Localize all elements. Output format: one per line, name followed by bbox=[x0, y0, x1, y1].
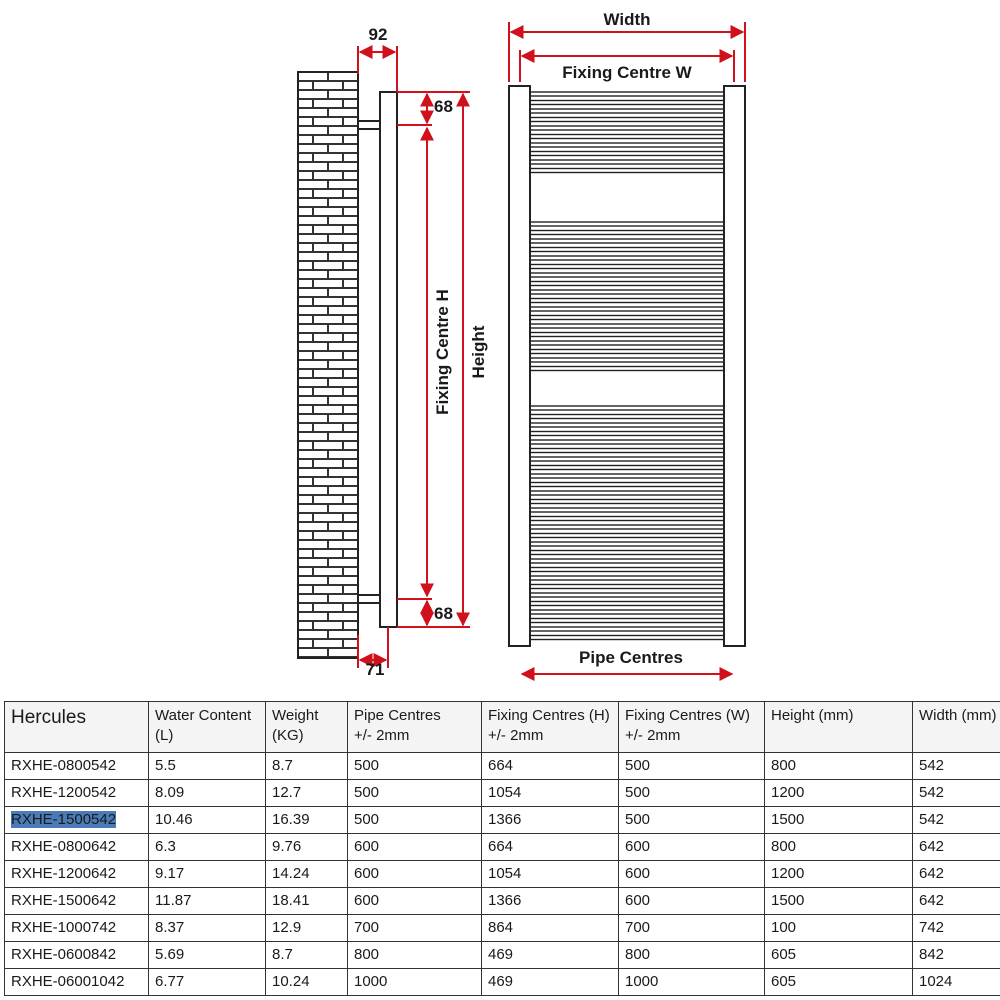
radiator-side-profile bbox=[380, 92, 397, 627]
table-cell: 700 bbox=[619, 915, 765, 942]
table-row bbox=[5, 807, 1000, 834]
table-cell: 500 bbox=[619, 780, 765, 807]
fixing-centre-w-label: Fixing Centre W bbox=[562, 63, 692, 82]
towel-rail bbox=[530, 101, 724, 105]
table-cell: 469 bbox=[482, 942, 619, 969]
towel-rail bbox=[530, 406, 724, 410]
model-cell bbox=[5, 915, 149, 942]
towel-rail bbox=[530, 92, 724, 96]
table-cell: 1500 bbox=[765, 807, 913, 834]
table-cell: 700 bbox=[348, 915, 482, 942]
table-cell: 600 bbox=[348, 888, 482, 915]
table-cell: 8.7 bbox=[266, 942, 348, 969]
towel-rail bbox=[530, 316, 724, 320]
towel-rail bbox=[530, 248, 724, 252]
towel-rail bbox=[530, 126, 724, 130]
towel-rails bbox=[530, 92, 724, 640]
towel-rail bbox=[530, 143, 724, 147]
column-header: Fixing Centres (W) +/- 2mm bbox=[619, 702, 765, 753]
table-cell: 1200 bbox=[765, 861, 913, 888]
towel-rail bbox=[530, 423, 724, 427]
model-cell bbox=[5, 861, 149, 888]
towel-rail bbox=[530, 367, 724, 371]
table-cell: 10.24 bbox=[266, 969, 348, 996]
table-cell: 8.09 bbox=[149, 780, 266, 807]
table-cell: 5.5 bbox=[149, 753, 266, 780]
towel-rail bbox=[530, 333, 724, 337]
left-upright bbox=[509, 86, 530, 646]
table-row bbox=[5, 942, 1000, 969]
table-cell: 1366 bbox=[482, 888, 619, 915]
table-cell: 14.24 bbox=[266, 861, 348, 888]
column-header: Height (mm) bbox=[765, 702, 913, 753]
table-cell: 1000 bbox=[619, 969, 765, 996]
table-cell: 864 bbox=[482, 915, 619, 942]
model-code: RXHE-1000742 bbox=[11, 919, 117, 936]
pipe-centres-label: Pipe Centres bbox=[579, 648, 683, 667]
table-cell: 600 bbox=[348, 834, 482, 861]
table-row bbox=[5, 834, 1000, 861]
towel-rail bbox=[530, 542, 724, 546]
table-cell: 1500 bbox=[765, 888, 913, 915]
towel-rail bbox=[530, 256, 724, 260]
side-dimensions bbox=[358, 46, 470, 668]
table-cell: 800 bbox=[765, 753, 913, 780]
table-cell: 12.7 bbox=[266, 780, 348, 807]
towel-rail bbox=[530, 483, 724, 487]
column-header: Weight (KG) bbox=[266, 702, 348, 753]
fixing-centre-h-label: Fixing Centre H bbox=[433, 289, 452, 415]
towel-rail bbox=[530, 109, 724, 113]
towel-rail bbox=[530, 273, 724, 277]
table-cell: 8.37 bbox=[149, 915, 266, 942]
table-row bbox=[5, 915, 1000, 942]
towel-rail bbox=[530, 118, 724, 122]
towel-rail bbox=[530, 290, 724, 294]
towel-rail bbox=[530, 341, 724, 345]
towel-rail bbox=[530, 169, 724, 173]
model-cell bbox=[5, 780, 149, 807]
table-cell: 642 bbox=[913, 888, 1000, 915]
table-cell: 600 bbox=[619, 861, 765, 888]
towel-rail bbox=[530, 602, 724, 606]
towel-rail bbox=[530, 568, 724, 572]
table-cell: 600 bbox=[619, 834, 765, 861]
model-code: RXHE-0800642 bbox=[11, 838, 117, 855]
height-label: Height bbox=[469, 325, 488, 379]
towel-rail bbox=[530, 358, 724, 362]
towel-rail bbox=[530, 222, 724, 226]
width-label: Width bbox=[603, 10, 651, 29]
towel-rail bbox=[530, 474, 724, 478]
bottom-bracket bbox=[358, 595, 380, 603]
table-cell: 605 bbox=[765, 942, 913, 969]
towel-rail bbox=[530, 152, 724, 156]
towel-rail bbox=[530, 432, 724, 436]
towel-rail bbox=[530, 135, 724, 139]
table-cell: 18.41 bbox=[266, 888, 348, 915]
table-cell: 9.17 bbox=[149, 861, 266, 888]
towel-rail bbox=[530, 593, 724, 597]
table-cell: 542 bbox=[913, 780, 1000, 807]
model-code: RXHE-1200542 bbox=[11, 784, 117, 801]
table-cell: 542 bbox=[913, 807, 1000, 834]
model-code: RXHE-1500642 bbox=[11, 892, 117, 909]
table-cell: 1366 bbox=[482, 807, 619, 834]
model-cell bbox=[5, 969, 149, 996]
table-cell: 742 bbox=[913, 915, 1000, 942]
table-row bbox=[5, 780, 1000, 807]
table-cell: 5.69 bbox=[149, 942, 266, 969]
table-cell: 842 bbox=[913, 942, 1000, 969]
brick-wall bbox=[298, 72, 358, 658]
towel-rail bbox=[530, 265, 724, 269]
table-cell: 1000 bbox=[348, 969, 482, 996]
radiator-front-view bbox=[509, 86, 745, 646]
model-code: RXHE-0600842 bbox=[11, 946, 117, 963]
towel-rail bbox=[530, 627, 724, 631]
towel-rail bbox=[530, 457, 724, 461]
table-cell: 469 bbox=[482, 969, 619, 996]
table-cell: 800 bbox=[348, 942, 482, 969]
table-body bbox=[5, 753, 1000, 996]
top-offset-label: 68 bbox=[434, 97, 453, 116]
right-upright bbox=[724, 86, 745, 646]
towel-rail bbox=[530, 534, 724, 538]
table-cell: 11.87 bbox=[149, 888, 266, 915]
table-cell: 542 bbox=[913, 753, 1000, 780]
model-code: RXHE-06001042 bbox=[11, 973, 125, 990]
table-cell: 500 bbox=[619, 807, 765, 834]
radiator-side-view bbox=[358, 92, 397, 627]
towel-rail bbox=[530, 585, 724, 589]
table-cell: 664 bbox=[482, 834, 619, 861]
table-cell: 800 bbox=[765, 834, 913, 861]
model-cell bbox=[5, 834, 149, 861]
towel-rail bbox=[530, 350, 724, 354]
towel-rail bbox=[530, 551, 724, 555]
pipe-offset-label: 71 bbox=[365, 660, 385, 679]
table-cell: 6.3 bbox=[149, 834, 266, 861]
model-cell bbox=[5, 888, 149, 915]
towel-rail bbox=[530, 415, 724, 419]
table-cell: 664 bbox=[482, 753, 619, 780]
table-cell: 600 bbox=[619, 888, 765, 915]
towel-rail bbox=[530, 299, 724, 303]
table-cell: 642 bbox=[913, 834, 1000, 861]
towel-rail bbox=[530, 449, 724, 453]
towel-rail bbox=[530, 307, 724, 311]
table-cell: 1054 bbox=[482, 861, 619, 888]
towel-rail bbox=[530, 231, 724, 235]
table-cell: 500 bbox=[348, 753, 482, 780]
model-cell bbox=[5, 942, 149, 969]
table-header-row bbox=[5, 702, 1000, 753]
table-cell: 100 bbox=[765, 915, 913, 942]
table-row bbox=[5, 861, 1000, 888]
table-cell: 12.9 bbox=[266, 915, 348, 942]
table-cell: 10.46 bbox=[149, 807, 266, 834]
table-cell: 642 bbox=[913, 861, 1000, 888]
model-code: RXHE-1200642 bbox=[11, 865, 117, 882]
towel-rail bbox=[530, 576, 724, 580]
towel-rail bbox=[530, 160, 724, 164]
towel-rail bbox=[530, 610, 724, 614]
column-header: Width (mm) bbox=[913, 702, 1000, 753]
table-cell: 500 bbox=[619, 753, 765, 780]
towel-rail bbox=[530, 466, 724, 470]
table-cell: 500 bbox=[348, 807, 482, 834]
top-bracket bbox=[358, 121, 380, 129]
table-cell: 8.7 bbox=[266, 753, 348, 780]
column-header: Water Content (L) bbox=[149, 702, 266, 753]
towel-rail bbox=[530, 500, 724, 504]
table-cell: 1024 bbox=[913, 969, 1000, 996]
table-row bbox=[5, 888, 1000, 915]
table-cell: 16.39 bbox=[266, 807, 348, 834]
table-cell: 605 bbox=[765, 969, 913, 996]
specification-table bbox=[4, 701, 1000, 996]
towel-rail bbox=[530, 636, 724, 640]
wall-offset-label: 92 bbox=[368, 25, 388, 44]
towel-rail bbox=[530, 525, 724, 529]
towel-rail bbox=[530, 440, 724, 444]
towel-rail bbox=[530, 282, 724, 286]
model-code: RXHE-1500542 bbox=[11, 811, 117, 828]
table-cell: 500 bbox=[348, 780, 482, 807]
bottom-offset-label: 68 bbox=[434, 604, 453, 623]
table-cell: 1200 bbox=[765, 780, 913, 807]
brand-header: Hercules bbox=[5, 702, 149, 753]
towel-rail bbox=[530, 491, 724, 495]
towel-rail bbox=[530, 559, 724, 563]
table-cell: 1054 bbox=[482, 780, 619, 807]
towel-rail bbox=[530, 508, 724, 512]
towel-rail bbox=[530, 324, 724, 328]
model-cell bbox=[5, 753, 149, 780]
table-row bbox=[5, 753, 1000, 780]
table-cell: 600 bbox=[348, 861, 482, 888]
column-header: Pipe Centres +/- 2mm bbox=[348, 702, 482, 753]
towel-rail bbox=[530, 239, 724, 243]
table-cell: 800 bbox=[619, 942, 765, 969]
model-code: RXHE-0800542 bbox=[11, 757, 117, 774]
table-cell: 6.77 bbox=[149, 969, 266, 996]
towel-rail bbox=[530, 517, 724, 521]
column-header: Fixing Centres (H) +/- 2mm bbox=[482, 702, 619, 753]
table-row bbox=[5, 969, 1000, 996]
table-cell: 9.76 bbox=[266, 834, 348, 861]
towel-rail bbox=[530, 619, 724, 623]
model-cell bbox=[5, 807, 149, 834]
